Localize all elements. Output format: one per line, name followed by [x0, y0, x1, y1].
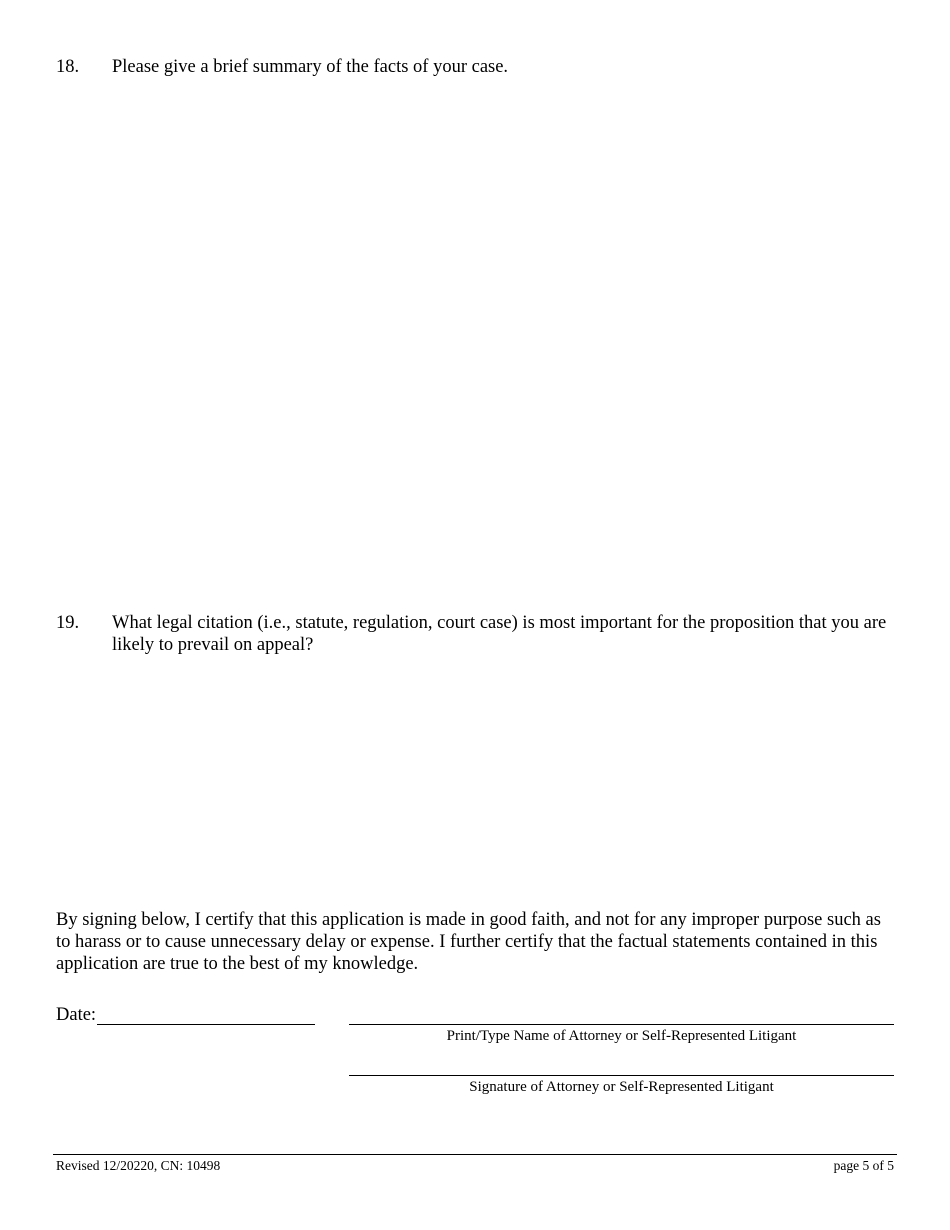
question-number: 18. — [56, 57, 80, 77]
certification-statement: By signing below, I certify that this application is made in good faith, and not for any improper purpose such as to harass or to cause unnecessary delay or expense. I further certify that the factual statements contained in this application are true to the best of my knowledge. — [56, 910, 881, 974]
answer-area-19[interactable] — [112, 662, 894, 892]
question-text: Please give a brief summary of the facts of your case. — [112, 57, 509, 77]
footer-revision: Revised 12/20220, CN: 10498 — [56, 1158, 221, 1173]
answer-area-18[interactable] — [112, 84, 894, 584]
question-text: What legal citation (i.e., statute, regulation, court case) is most important for the proposition that you are likely to prevail on appeal? — [112, 613, 887, 655]
signature-caption: Signature of Attorney or Self-Represented Litigant — [469, 1079, 774, 1095]
question-19 — [56, 612, 894, 656]
name-field[interactable] — [349, 1024, 894, 1025]
footer-page-number: page 5 of 5 — [833, 1158, 894, 1173]
signature-field[interactable] — [349, 1075, 894, 1076]
question-number: 19. — [56, 613, 80, 633]
date-label: Date: — [56, 1005, 97, 1025]
date-field[interactable] — [97, 1024, 315, 1025]
name-caption: Print/Type Name of Attorney or Self-Represented Litigant — [446, 1028, 797, 1044]
question-18 — [56, 56, 894, 78]
footer-divider — [53, 1154, 897, 1155]
